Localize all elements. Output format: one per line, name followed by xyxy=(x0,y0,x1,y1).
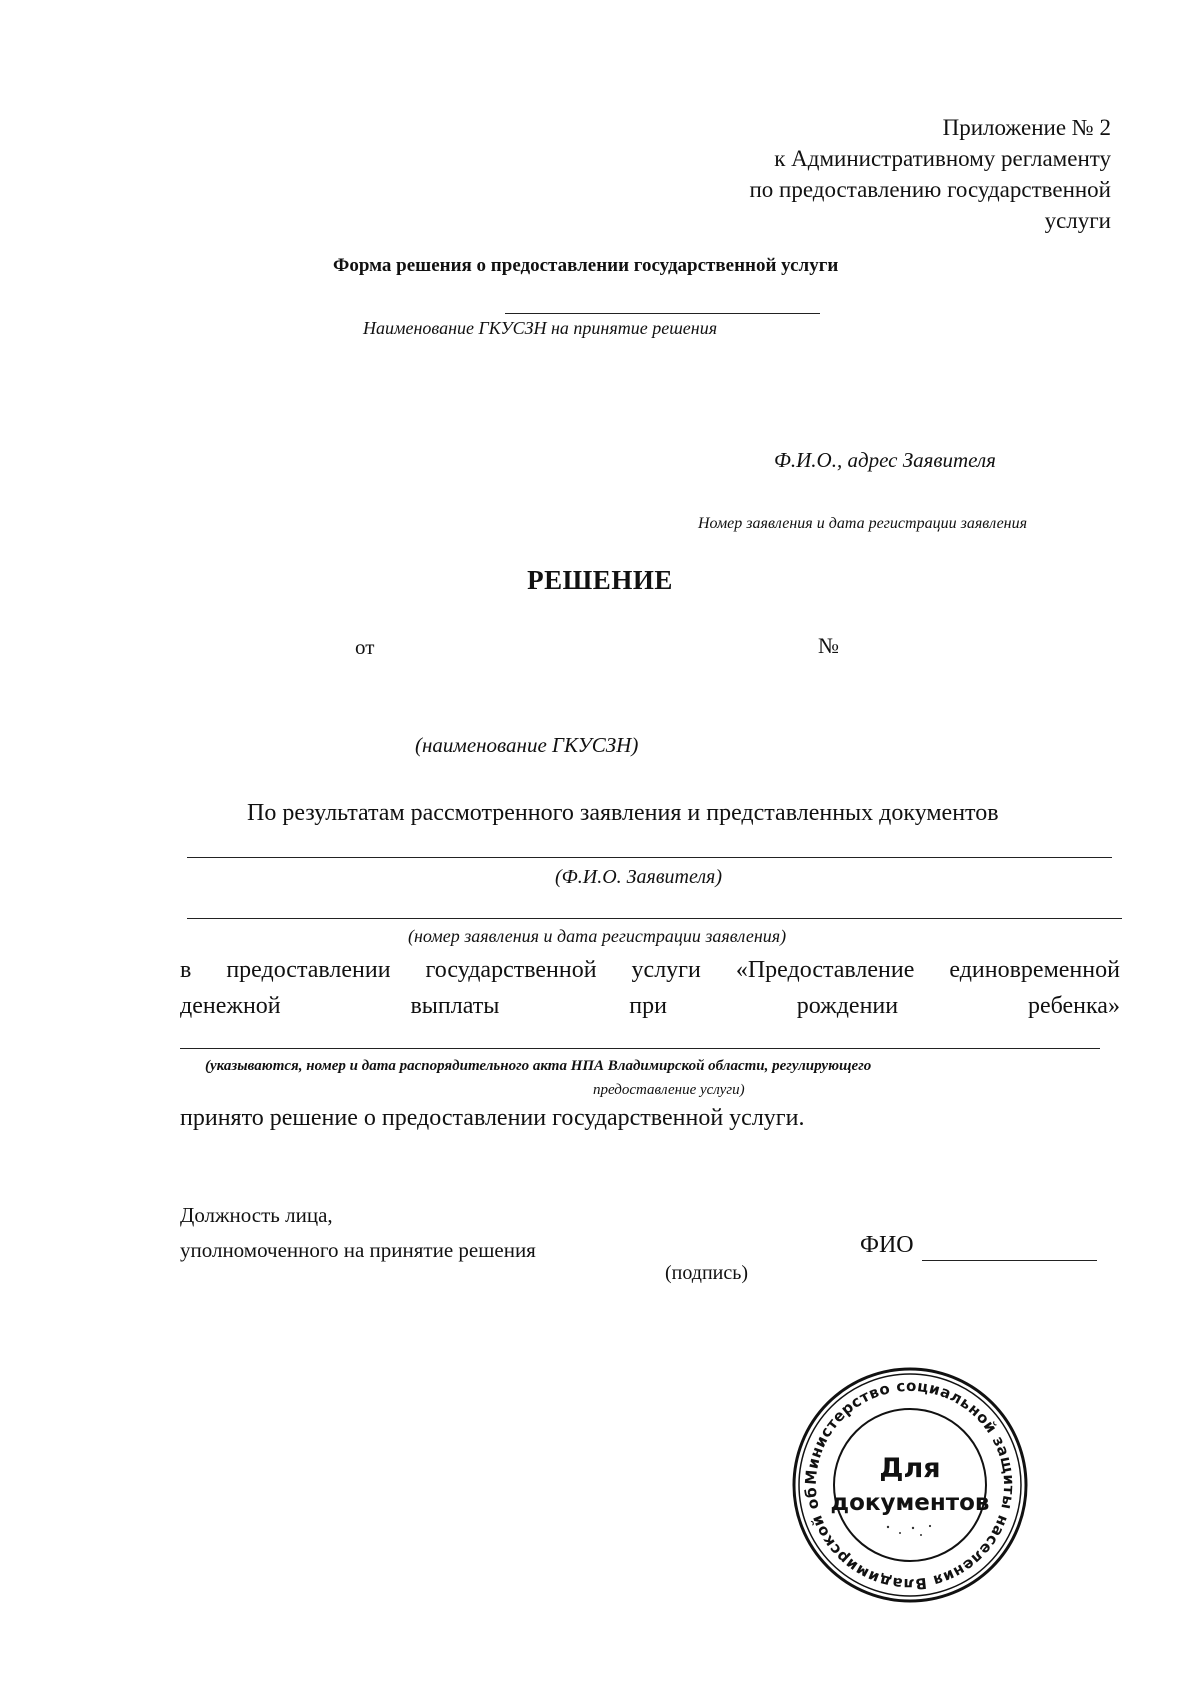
appendix-line-2: к Административному регламенту xyxy=(774,146,1111,171)
applicant-name-line xyxy=(187,857,1112,858)
act-caption-line-2: предоставление услуги) xyxy=(593,1082,745,1098)
service-line-1-word: в xyxy=(180,957,192,983)
intro-text: По результатам рассмотренного заявления и представленных документов xyxy=(247,800,999,826)
authority-caption: Наименование ГКУСЗН на принятие решения xyxy=(363,318,718,338)
official-stamp xyxy=(790,1365,1030,1605)
authority-name-caption: (наименование ГКУСЗН) xyxy=(415,733,639,757)
service-line-2-word: ребенка» xyxy=(1027,993,1120,1019)
date-label: от xyxy=(355,635,375,659)
signature-caption: (подпись) xyxy=(665,1262,749,1284)
stamp-center-line-1: Для xyxy=(879,1453,941,1484)
service-line-1-word: предоставлении xyxy=(226,957,391,983)
stamp-center-line-2: документов xyxy=(830,1490,990,1516)
act-caption-line-1: (указываются, номер и дата распорядительного акта НПА Владимирской области, регулирующего xyxy=(205,1058,872,1074)
service-line-1 xyxy=(180,957,1120,984)
application-info-line xyxy=(187,918,1122,919)
authority-name-line xyxy=(505,313,820,314)
service-line-1-word: единовременной xyxy=(949,957,1120,983)
signatory-line-2: уполномоченного на принятие решения xyxy=(180,1238,536,1262)
applicant-caption: Ф.И.О., адрес Заявителя xyxy=(774,448,996,472)
service-line-2-word: при xyxy=(629,993,667,1019)
fio-line xyxy=(922,1260,1097,1261)
document-heading: РЕШЕНИЕ xyxy=(527,565,673,595)
service-line-2-word: денежной xyxy=(180,993,281,1019)
appendix-line-4: услуги xyxy=(1044,208,1111,233)
service-line-1-word: государственной xyxy=(425,957,597,983)
fio-label: ФИО xyxy=(860,1232,914,1258)
form-title: Форма решения о предоставлении государственной услуги xyxy=(333,255,839,276)
signatory-line-1: Должность лица, xyxy=(180,1203,333,1227)
applicant-name-caption: (Ф.И.О. Заявителя) xyxy=(555,866,723,888)
act-line xyxy=(180,1048,1100,1049)
appendix-line-3: по предоставлению государственной xyxy=(749,177,1111,202)
service-line-2-word: выплаты xyxy=(410,993,500,1019)
stamp-ring-text: Министерство социальной защиты населения Владимирской об xyxy=(801,1376,1019,1594)
application-info-caption: (номер заявления и дата регистрации заявления) xyxy=(408,926,787,946)
number-label: № xyxy=(818,633,839,658)
service-line-2-word: рождении xyxy=(796,993,899,1019)
stamp-graphic xyxy=(790,1365,1030,1605)
service-line-2 xyxy=(180,993,1120,1020)
application-caption: Номер заявления и дата регистрации заявления xyxy=(698,515,1028,532)
appendix-line-1: Приложение № 2 xyxy=(942,115,1111,140)
service-line-1-word: «Предоставление xyxy=(735,957,915,983)
service-line-1-word: услуги xyxy=(631,957,701,983)
decision-text: принято решение о предоставлении государственной услуги. xyxy=(180,1105,805,1131)
